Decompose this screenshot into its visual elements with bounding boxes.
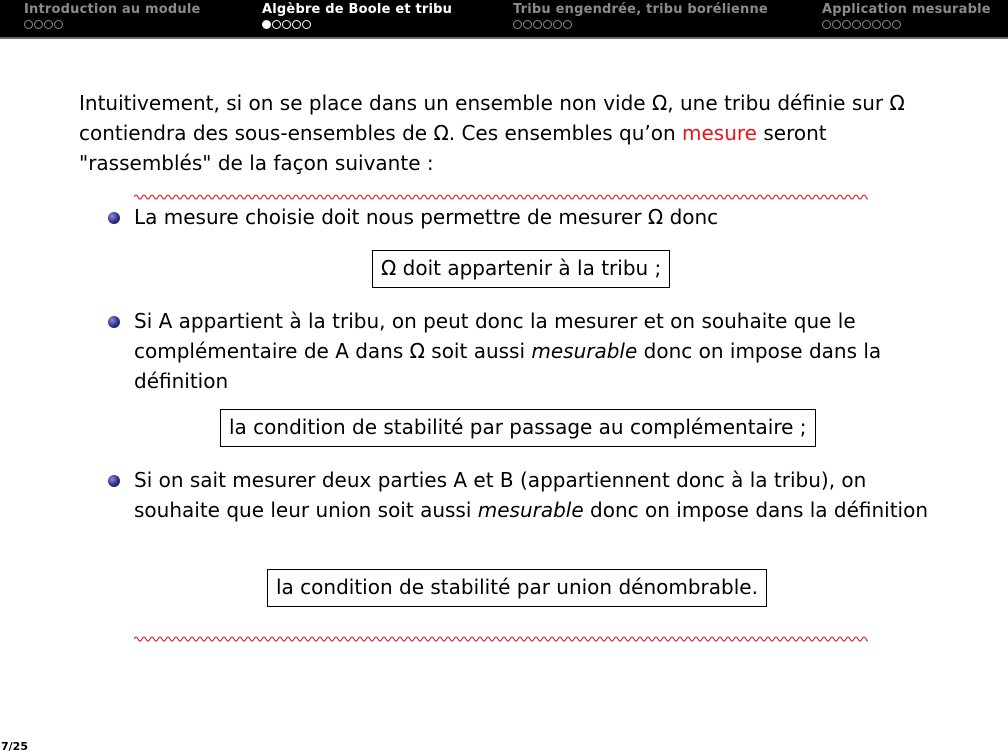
- highlight-mesure: mesure: [682, 121, 757, 145]
- nav-dot[interactable]: [523, 20, 532, 29]
- nav-section-title: Application mesurable: [822, 2, 991, 17]
- nav-dot[interactable]: [292, 20, 301, 29]
- wavy-divider-top: [134, 193, 868, 201]
- nav-dot[interactable]: [513, 20, 522, 29]
- nav-dot[interactable]: [54, 20, 63, 29]
- nav-dot[interactable]: [302, 20, 311, 29]
- bullet-icon: [108, 212, 120, 224]
- list-item: [134, 202, 934, 232]
- intro-paragraph: [79, 88, 939, 178]
- nav-dot[interactable]: [862, 20, 871, 29]
- bullet-icon: [108, 316, 120, 328]
- nav-dots[interactable]: [24, 19, 201, 29]
- wavy-divider-bottom: [134, 635, 868, 643]
- nav-dots[interactable]: [262, 19, 452, 29]
- nav-dots[interactable]: [513, 19, 768, 29]
- item-text-end: donc on impose dans la définition: [134, 339, 882, 393]
- nav-dot[interactable]: [852, 20, 861, 29]
- nav-dot[interactable]: [563, 20, 572, 29]
- nav-dot[interactable]: [832, 20, 841, 29]
- nav-section-title: Introduction au module: [24, 2, 201, 17]
- boxed-condition: la condition de stabilité par passage au complémentaire ;: [220, 409, 816, 447]
- navigation-bar: [0, 0, 1008, 39]
- nav-dot[interactable]: [262, 20, 271, 29]
- nav-dot[interactable]: [34, 20, 43, 29]
- nav-section-title: Algèbre de Boole et tribu: [262, 2, 453, 17]
- emphasis-mesurable: mesurable: [531, 339, 638, 363]
- nav-dot[interactable]: [272, 20, 281, 29]
- intro-text: Intuitivement, si on se place dans un ensemble non vide Ω, une tribu définie sur Ω contiendra des sous-ensembles de Ω. Ces ensembles qu’on: [79, 91, 905, 145]
- nav-section-algebre-boole[interactable]: [262, 2, 452, 29]
- nav-dot[interactable]: [44, 20, 53, 29]
- intro-text-end: seront "rassemblés" de la façon suivante :: [79, 121, 827, 175]
- item-text: Si on sait mesurer deux parties A et B (appartiennent donc à la tribu), on souhaite que leur union soit aussi: [134, 468, 867, 522]
- page-number: 7/25: [1, 740, 28, 753]
- emphasis-mesurable: mesurable: [477, 498, 584, 522]
- list-item: [134, 465, 934, 525]
- nav-section-tribu-engendree[interactable]: [513, 2, 768, 29]
- nav-dot[interactable]: [553, 20, 562, 29]
- bullet-icon: [108, 475, 120, 487]
- nav-dot[interactable]: [882, 20, 891, 29]
- nav-section-application-mesurable[interactable]: [822, 2, 991, 29]
- nav-section-introduction[interactable]: [24, 2, 201, 29]
- nav-section-title: Tribu engendrée, tribu borélienne: [513, 2, 768, 17]
- slide-content: [79, 88, 939, 178]
- nav-dot[interactable]: [533, 20, 542, 29]
- nav-dot[interactable]: [822, 20, 831, 29]
- item-text: La mesure choisie doit nous permettre de mesurer Ω donc: [134, 205, 719, 229]
- nav-dot[interactable]: [24, 20, 33, 29]
- nav-dot[interactable]: [543, 20, 552, 29]
- nav-dot[interactable]: [892, 20, 901, 29]
- nav-dots[interactable]: [822, 19, 991, 29]
- item-text: Si A appartient à la tribu, on peut donc la mesurer et on souhaite que le complémentaire de A dans Ω soit aussi: [134, 309, 856, 363]
- item-text-end: donc on impose dans la définition: [583, 498, 929, 522]
- nav-dot[interactable]: [282, 20, 291, 29]
- nav-dot[interactable]: [872, 20, 881, 29]
- boxed-condition: Ω doit appartenir à la tribu ;: [372, 250, 670, 288]
- list-item: [134, 306, 934, 396]
- nav-dot[interactable]: [842, 20, 851, 29]
- boxed-condition: la condition de stabilité par union dénombrable.: [267, 569, 767, 607]
